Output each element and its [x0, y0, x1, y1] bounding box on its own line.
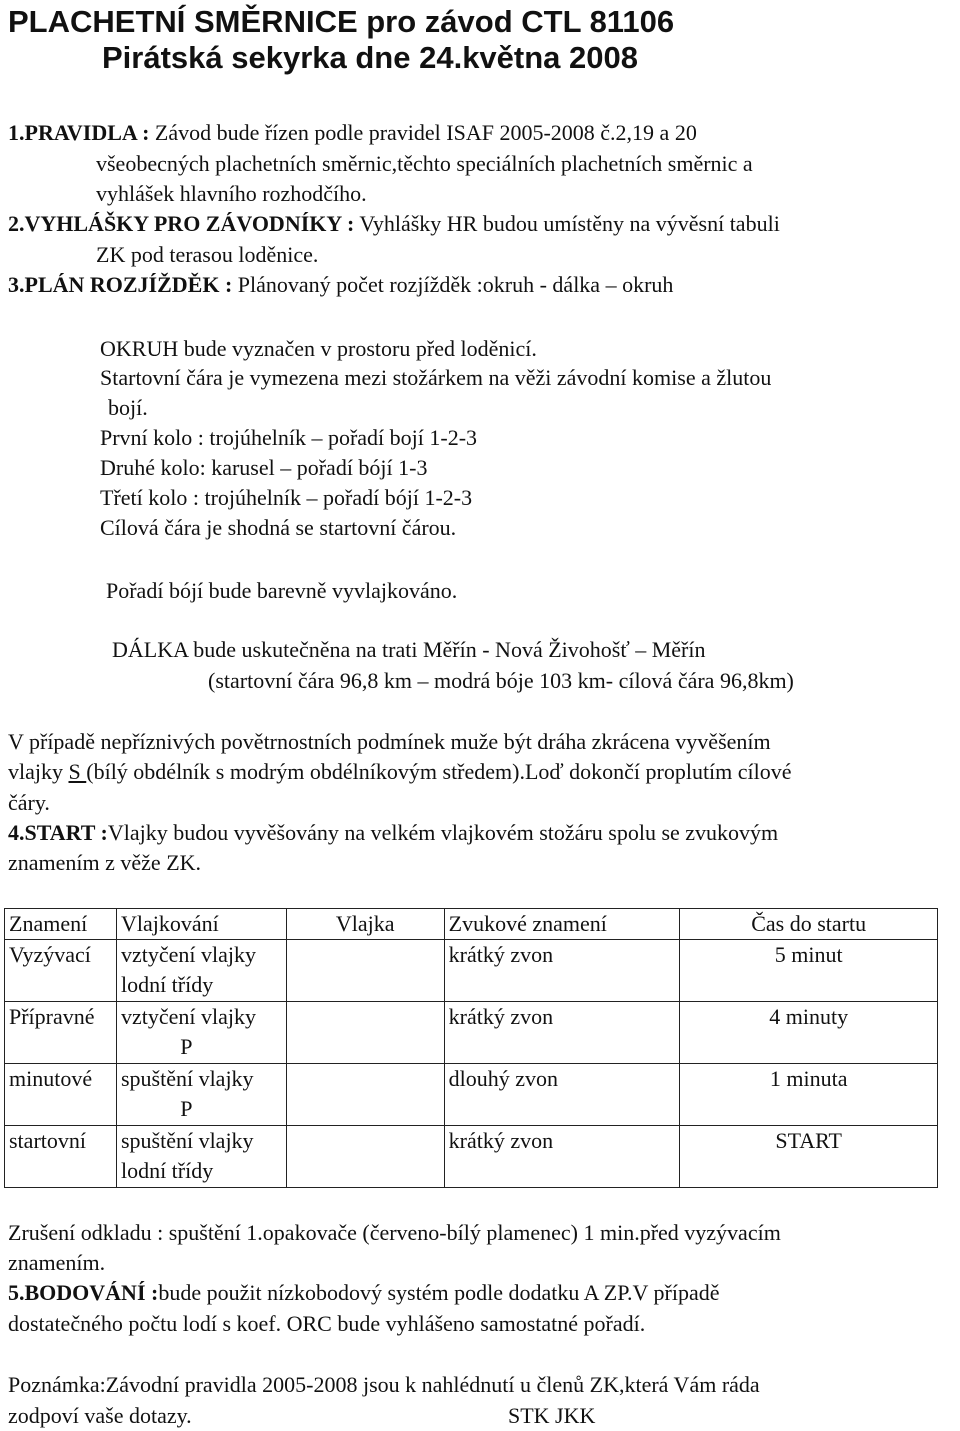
header-vlajka: Vlajka — [286, 909, 444, 940]
section-5-line-1 — [8, 1279, 720, 1307]
document-title: PLACHETNÍ SMĚRNICE pro závod CTL 81106 — [8, 4, 675, 39]
vlajka-s: S — [68, 759, 87, 784]
cell-vlajka — [286, 1002, 444, 1064]
cell-znameni: Přípravné — [5, 1002, 117, 1064]
section-3-text: Plánovaný počet rozjížděk :okruh - dálka – okruh — [232, 272, 674, 297]
cell-znameni: Vyzývací — [5, 940, 117, 1002]
table-header-row — [5, 909, 938, 940]
section-4-line-2: znamením z věže ZK. — [8, 850, 202, 875]
cell-vlajkovani-line-1: spuštění vlajky — [120, 1128, 254, 1154]
kolo-2: Druhé kolo: karusel – pořadí bójí 1-3 — [100, 455, 428, 480]
cell-vlajkovani — [116, 1064, 286, 1126]
document-subtitle: Pirátská sekyrka dne 24.května 2008 — [102, 40, 638, 75]
header-zvukove-znameni: Zvukové znamení — [444, 909, 680, 940]
section-5-text: bude použit nízkobodový systém podle dodatku A ZP.V případě — [158, 1280, 720, 1305]
cell-zvuk: dlouhý zvon — [444, 1064, 680, 1126]
cell-vlajkovani — [116, 940, 286, 1002]
note-line-2: zodpoví vaše dotazy. — [8, 1403, 192, 1428]
signal-table — [4, 908, 938, 1188]
section-1-line-2: všeobecných plachetních směrnic,těchto speciálních plachetních směrnic a — [96, 151, 753, 176]
section-1-line-3: vyhlášek hlavního rozhodčího. — [96, 181, 367, 206]
cell-zvuk: krátký zvon — [444, 940, 680, 1002]
section-3-heading: 3.PLÁN ROZJÍŽDĚK : — [8, 272, 233, 297]
cell-vlajkovani-line-2: lodní třídy — [120, 1158, 214, 1184]
zruseni-line-1: Zrušení odkladu : spuštění 1.opakovače (červeno-bílý plamenec) 1 min.před vyzývacím — [8, 1220, 781, 1245]
cell-vlajka — [286, 1126, 444, 1188]
zkraceni-line-2 — [8, 758, 792, 786]
cell-cas: 1 minuta — [680, 1064, 938, 1126]
cell-vlajkovani — [116, 1002, 286, 1064]
cell-vlajkovani-line-2: P — [180, 1096, 193, 1122]
table-row — [5, 1064, 938, 1126]
section-1-text: Závod bude řízen podle pravidel ISAF 2005-2008 č.2,19 a 20 — [149, 120, 697, 145]
cell-cas: 4 minuty — [680, 1002, 938, 1064]
table-row — [5, 1126, 938, 1188]
section-1-heading: 1.PRAVIDLA : — [8, 120, 150, 145]
cell-vlajkovani-line-2: P — [180, 1034, 193, 1060]
note-line-1: Poznámka:Závodní pravidla 2005-2008 jsou k nahlédnutí u členů ZK,která Vám ráda — [8, 1372, 760, 1397]
cell-vlajkovani-line-1: spuštění vlajky — [120, 1066, 254, 1092]
poradi-boji: Pořadí bójí bude barevně vyvlajkováno. — [106, 578, 458, 603]
cell-vlajkovani-line-2: lodní třídy — [120, 972, 214, 998]
section-3-line-1 — [8, 271, 673, 299]
cell-zvuk: krátký zvon — [444, 1002, 680, 1064]
header-znameni: Znamení — [5, 909, 117, 940]
dalka-line-1: DÁLKA bude uskutečněna na trati Měřín - Nová Živohošť – Měřín — [112, 637, 706, 662]
signature: STK JKK — [508, 1403, 596, 1428]
zkraceni-vlajky: vlajky — [8, 759, 69, 784]
section-4-text: Vlajky budou vyvěšovány na velkém vlajkovém stožáru spolu se zvukovým — [107, 820, 779, 845]
header-vlajkovani: Vlajkování — [116, 909, 286, 940]
dalka-line-2: (startovní čára 96,8 km – modrá bóje 103 km- cílová čára 96,8km) — [208, 668, 794, 693]
okruh-line-2: Startovní čára je vymezena mezi stožárkem na věži závodní komise a žlutou — [100, 365, 772, 390]
kolo-1: První kolo : trojúhelník – pořadí bojí 1-2-3 — [100, 425, 478, 450]
cell-vlajka — [286, 1064, 444, 1126]
cell-vlajkovani-line-1: vztyčení vlajky — [120, 942, 256, 968]
section-5-heading: 5.BODOVÁNÍ : — [8, 1280, 159, 1305]
kolo-3: Třetí kolo : trojúhelník – pořadí bójí 1-2-3 — [100, 485, 473, 510]
cell-zvuk: krátký zvon — [444, 1126, 680, 1188]
cell-vlajkovani — [116, 1126, 286, 1188]
table-row — [5, 940, 938, 1002]
header-cas-do-startu: Čas do startu — [680, 909, 938, 940]
cell-znameni: startovní — [5, 1126, 117, 1188]
okruh-line-1: OKRUH bude vyznačen v prostoru před loděnicí. — [100, 336, 537, 361]
zkraceni-popis: (bílý obdélník s modrým obdélníkovým středem).Loď dokončí proplutím cílové — [86, 759, 792, 784]
table-row — [5, 1002, 938, 1064]
zkraceni-line-1: V případě nepříznivých povětrnostních podmínek muže být dráha zkrácena vyvěšením — [8, 729, 771, 754]
okruh-line-3: bojí. — [108, 395, 148, 420]
section-1-line-1 — [8, 119, 697, 147]
section-4-line-1 — [8, 819, 778, 847]
cell-cas: 5 minut — [680, 940, 938, 1002]
section-4-heading: 4.START : — [8, 820, 108, 845]
section-5-line-2: dostatečného počtu lodí s koef. ORC bude vyhlášeno samostatné pořadí. — [8, 1311, 646, 1336]
zkraceni-line-3: čáry. — [8, 790, 50, 815]
cilova-cara: Cílová čára je shodná se startovní čárou. — [100, 515, 457, 540]
section-2-line-1 — [8, 210, 780, 238]
cell-cas: START — [680, 1126, 938, 1188]
section-2-line-2: ZK pod terasou loděnice. — [96, 242, 319, 267]
cell-vlajka — [286, 940, 444, 1002]
zruseni-line-2: znamením. — [8, 1250, 106, 1275]
cell-vlajkovani-line-1: vztyčení vlajky — [120, 1004, 256, 1030]
section-2-text: Vyhlášky HR budou umístěny na vývěsní tabuli — [354, 211, 780, 236]
cell-znameni: minutové — [5, 1064, 117, 1126]
section-2-heading: 2.VYHLÁŠKY PRO ZÁVODNÍKY : — [8, 211, 355, 236]
